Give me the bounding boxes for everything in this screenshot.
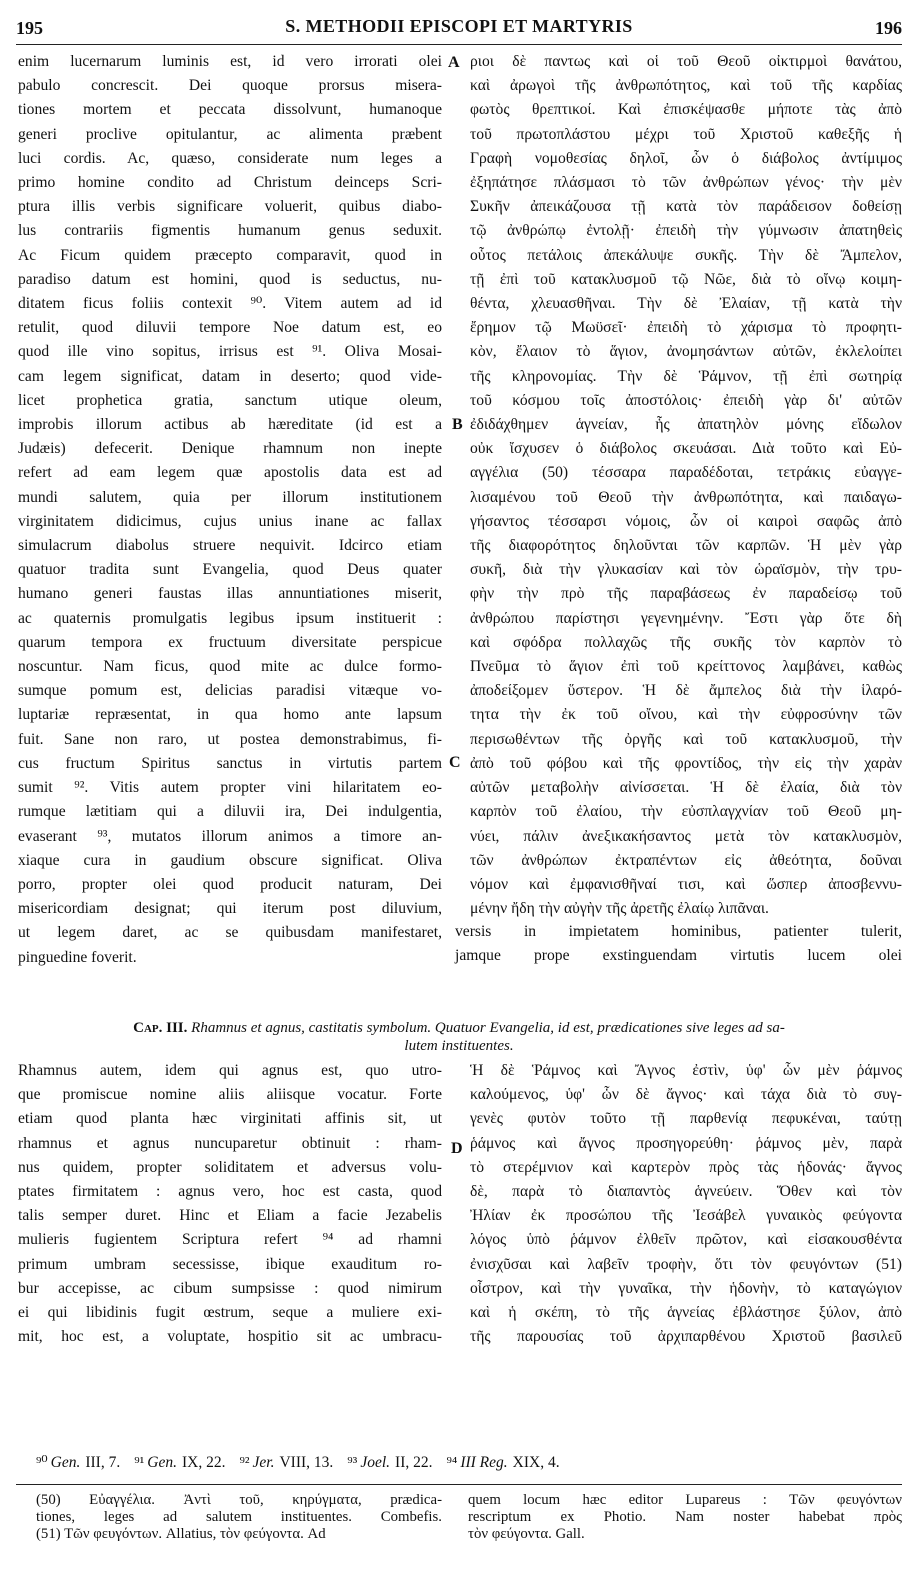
greek-text-line: μένην ἤδη τὴν αὐγὴν τῆς ἀρετῆς ἐλαίῳ λιπᾶναι. — [470, 900, 769, 918]
footnote-location: IX, 22. — [181, 1454, 226, 1471]
greek-text-line: Ἡ δὲ Ῥάμνος καὶ Ἄγνος ἐστὶν, ὑφ' ὧν μὲν ῥάμνος — [470, 1062, 902, 1079]
latin-text-line: ei qui libidinis fugit œstrum, seque a muliere exi- — [18, 1304, 442, 1322]
greek-text-line: φὴν τὴν πρὸ τῆς παραβάσεως ἐν παραδείσῳ τοῦ — [470, 585, 902, 603]
greek-text-line: νόμον καὶ ἐμφανισθῆναί τισι, καὶ ὥσπερ ἀποσβεννυ- — [470, 875, 902, 893]
editor-note-line: τὸν φεύγοντα. Gall. — [468, 1526, 585, 1542]
latin-text-line: luci cordis. Ac, quæso, considerate num leges a — [18, 149, 442, 167]
latin-text-line: noscuntur. Nam ficus, quod mite ac dulce formo- — [18, 658, 442, 676]
greek-text-line: κὸν, ἔλαιον τὸ ἅγιον, ἀνομησάντων αὐτῶν, ἐκλελοίπει — [470, 343, 902, 361]
chapter-label: Cap. III. — [133, 1020, 188, 1036]
footnote-item — [239, 1454, 333, 1471]
latin-text-line: ptates firmitatem : agnus vero, hoc est casta, quod — [18, 1183, 442, 1201]
footnote-location: III, 7. — [85, 1454, 121, 1471]
latin-text-line: sumque pomum est, delicias paradisi vitæque vo- — [18, 682, 442, 700]
latin-text-line: fuit. Sane non raro, ut postea demonstrabimus, fi- — [18, 730, 442, 748]
editor-note-line: rescriptum ex Photio. Nam noster habebat πρὸς — [468, 1509, 902, 1525]
latin-text-line: refert ad eam legem quæ apostolis data est ad — [18, 464, 442, 482]
footnote-location: XIX, 4. — [512, 1454, 560, 1471]
latin-text-line: mulieris fugientem Scriptura refert ⁹⁴ ad rhamni — [18, 1231, 442, 1249]
page-number-left: 195 — [16, 18, 43, 38]
running-header — [16, 14, 902, 40]
latin-text-line: pabulo concrescit. Dei quoque prorsus misera- — [18, 77, 442, 95]
latin-text-line: rhamnus et agnus nuncuparetur obtinuit : rham- — [18, 1134, 442, 1152]
chapter-heading — [16, 1019, 902, 1055]
chapter-title-cont: lutem instituentes. — [404, 1038, 514, 1054]
latin-text-line: tiones mortem et peccata dissolvunt, humanoque — [18, 101, 442, 119]
latin-text-line: bur accepisse, ac cibum sumpsisse : quod nimirum — [18, 1279, 442, 1297]
greek-text-line: τῆς κληρονομίας. Τὴν δὲ Ῥάμνον, τῇ ἐπὶ σωτηρίᾳ — [470, 367, 902, 385]
margin-marker-a: A — [448, 54, 460, 71]
greek-column-top — [470, 50, 902, 921]
latin-text-line: luptariæ repræsentat, in qua homo ante lapsum — [18, 706, 442, 724]
latin-text-line: ditatem ficus foliis contexit ⁹⁰. Vitem autem ad id — [18, 295, 442, 313]
latin-text-line: primum umbram secessisse, ibique exauditum ro- — [18, 1255, 442, 1273]
greek-column-bottom — [470, 1059, 902, 1349]
latin-text-line: virginitatem didicimus, cujus unius inane ac fallax — [18, 512, 442, 530]
footnote-location: VIII, 13. — [279, 1454, 334, 1471]
greek-text-line: ἔρημον τῷ Μωϋσεῖ· ἐπειδὴ τὸ χάρισμα τὸ προφητι- — [470, 319, 902, 337]
editor-note-line: (51) Τῶν φευγόντων. Allatius, τὸν φεύγοντα. Ad — [36, 1526, 326, 1542]
latin-text-line: quarum tempora ex fructuum diversitate perspicue — [18, 633, 442, 651]
footnote-number: ⁹⁰ — [36, 1454, 48, 1471]
editor-notes-left — [36, 1492, 442, 1543]
greek-text-line: νύει, πάλιν ἀνεξικακήσαντος μετὰ τὸν κατακλυσμὸν, — [470, 827, 902, 845]
page-number-right: 196 — [875, 18, 902, 38]
greek-text-line: γήσαντος τέσσαρσι νόμοις, ὧν οἱ καιροὶ σαφῶς ἀπὸ — [470, 512, 902, 530]
greek-text-line: οὐκ ἴσχυσεν ὁ διάβολος σκευάσαι. Διὰ τοῦτο καὶ Εὐ- — [470, 440, 902, 458]
footnote-reference: Gen. — [147, 1454, 177, 1471]
latin-text-line: cam legem significat, datam in deserto; quod vide- — [18, 367, 442, 385]
latin-text-line: enim lucernarum luminis est, id vero irrorati olei — [18, 53, 442, 70]
greek-text-line: ριοι δὲ παντως καὶ οἱ τοῦ Θεοῦ οἰκτιρμοὶ θανάτου, — [470, 53, 902, 70]
greek-text-line: τῇ ἐπὶ τοῦ κατακλυσμοῦ τῷ Νῶε, διὰ τὸ οἴνῳ κοιμη- — [470, 270, 902, 288]
greek-text-line: φωτὸς θρεπτικοί. Καὶ ἐπισκέψασθε μήποτε τὰς ἀπὸ — [470, 101, 902, 119]
chapter-title: Rhamnus et agnus, castitatis symbolum. Quatuor Evangelia, id est, prædicationes sive leges ad sa- — [191, 1020, 785, 1036]
latin-text-line: que promiscue nomine aliis aliisque vocatur. Forte — [18, 1086, 442, 1104]
latin-text-line: pinguedine foverit. — [18, 948, 137, 966]
latin-text-line: mundi salutem, quia per illorum institutionem — [18, 488, 442, 506]
footnote-reference: Joel. — [360, 1454, 391, 1471]
running-title: S. METHODII EPISCOPI ET MARTYRIS — [285, 16, 633, 36]
latin-text-line: mit, hoc est, a voluptate, hospitio sit ac umbracu- — [18, 1328, 442, 1346]
footnote-number: ⁹¹ — [134, 1454, 145, 1471]
greek-text-line: Ἠλίαν ἐκ προσώπου τῆς Ἰεσάβελ γυναικὸς φεύγοντα — [470, 1207, 902, 1225]
latin-text-line: licet prophetica gratia, sanctum utique oleum, — [18, 391, 442, 409]
greek-text-line: τοῦ κόσμου τοῖς ἀποστόλοις· ἐπειδὴ γὰρ δι' αὐτῶν — [470, 391, 902, 409]
greek-text-line: καλούμενος, ὑφ' ὧν δὲ ἄγνος· καὶ τάχα διὰ τὸ συγ- — [470, 1086, 902, 1104]
footnote-item — [347, 1454, 432, 1471]
margin-marker-d: D — [451, 1140, 463, 1157]
latin-continuation — [455, 920, 902, 968]
latin-text-line: cus fructum Spiritus sanctus in virtutis partem — [18, 754, 442, 772]
latin-text-line: rumque lætitiam qui a diluvii ira, Dei indulgentia, — [18, 803, 442, 821]
greek-text-line: συκῆ, διὰ τὴν γλυκασίαν καὶ τὸν ὡραϊσμὸν, τὴν τρυ- — [470, 561, 902, 579]
greek-text-line: τῆς παρουσίας τοῦ ἀρχιπαρθένου Χριστοῦ βασιλεῦ — [470, 1328, 902, 1346]
greek-text-line: τῆς διαφορότητος δηλοῦνται τῶν καρπῶν. Ἡ μὲν γὰρ — [470, 537, 902, 555]
latin-text-line: ptura illis verbis significare voluerit, quibus diabo- — [18, 198, 442, 216]
greek-text-line: περισωθέντων τῆς ὀργῆς καὶ τοῦ κατακλυσμοῦ, τὴν — [470, 730, 902, 748]
latin-text-line: generi proclive opitulantur, ac alimenta præbent — [18, 125, 442, 143]
latin-text-line: retulit, quod diluvii tempore Noe datum est, eo — [18, 319, 442, 337]
latin-text-line: lus contrariis figmentis humanum genus seduxit. — [18, 222, 442, 240]
latin-text-line: etiam quod planta hæc virginitati affinis sit, ut — [18, 1110, 442, 1128]
greek-text-line: ἐδιδάχθημεν ἁγνείαν, ἧς ἀπατηλὸν μόνης εἴδωλον — [470, 416, 902, 434]
footnote-location: II, 22. — [395, 1454, 433, 1471]
latin-text-line: misericordiam designat; qui iterum post diluvium, — [18, 900, 442, 918]
footnote-number: ⁹³ — [347, 1454, 358, 1471]
greek-text-line: αὐτῶν μεταβολὴν αἰνίσσεται. Ἡ δὲ ἐλαία, διὰ τὸν — [470, 779, 902, 797]
editor-note-line: (50) Εὐαγγέλια. Ἀντὶ τοῦ, κηρύγματα, prædica- — [36, 1492, 442, 1508]
greek-text-line: καρπὸν τοῦ ἐλαίου, τὴν εὐσπλαγχνίαν τοῦ Θεοῦ μη- — [470, 803, 902, 821]
greek-text-line: καὶ ἀρωγοὶ τῆς ἀνθρωπότητος, καὶ τοῦ τῆς καρδίας — [470, 77, 902, 95]
footnote-item — [134, 1454, 225, 1471]
greek-text-line: λισαμένου τοῦ Θεοῦ τὴν ἀνθρωπότητα, καὶ παιδαγω- — [470, 488, 902, 506]
greek-text-line: ἀποδείξομεν ὕστερον. Ἡ δὲ ἄμπελος διὰ τὴν ἱλαρό- — [470, 682, 902, 700]
editor-note-line: quem locum hæc editor Lupareus : Τῶν φευγόντων — [468, 1492, 902, 1508]
latin-text-line: quatuor tradita sunt Evangelia, quod Deus quater — [18, 561, 442, 579]
latin-text-line: ac quaternis promulgatis legibus ipsum instituerit : — [18, 609, 442, 627]
greek-text-line: ἀνθρώπου παρίστησι γεγενημένην. Ἔστι γὰρ ὅτε δὴ — [470, 609, 902, 627]
latin-text-line: quod ille vino sopitus, irrisus est ⁹¹. Oliva Mosai- — [18, 343, 442, 361]
latin-text-line: Ac Ficum quidem præcepto comparavit, quod in — [18, 246, 442, 264]
greek-text-line: ἐνισχῦσαι καὶ λαβεῖν τροφὴν, ὅτι τὸν φευγόντων (51) — [470, 1255, 902, 1273]
latin-text-line: porro, propter olei quod producit naturam, Dei — [18, 875, 442, 893]
margin-marker-b: B — [452, 416, 463, 433]
latin-text-line: humano generi faustas illas annuntiationes miserit, — [18, 585, 442, 603]
greek-text-line: Γραφὴ νομοθεσίας δηλοῖ, ὧν ὁ διάβολος ἀντίμιμος — [470, 149, 902, 167]
latin-text-line: simulacrum diabolus struere nequivit. Idcirco etiam — [18, 537, 442, 555]
greek-text-line: Πνεῦμα τὸ ἅγιον ἐπὶ τοῦ κρείττονος λαμβάνει, καθὼς — [470, 658, 902, 676]
latin-text-line: Rhamnus autem, idem qui agnus est, quo utro- — [18, 1062, 442, 1079]
greek-text-line: οἶστρον, καὶ τὴν γυναῖκα, τὴν ἡδονὴν, τὸ καταγώγιον — [470, 1279, 902, 1297]
latin-text-line: xiaque cura in gaudium obscure significat. Oliva — [18, 851, 442, 869]
footnote-item — [447, 1454, 560, 1471]
latin-text-line: talis semper duret. Hinc et Eliam a facie Jezabelis — [18, 1207, 442, 1225]
greek-text-line: οὗτος πετάλοις ἀπεκάλυψε συκῆς. Τὴν δὲ Ἄμπελον, — [470, 246, 902, 264]
latin-text-line: improbis illorum actibus ab hæreditate (id est a — [18, 416, 442, 434]
greek-text-line: γενὲς φυτὸν τοῦτο τῇ παρθενίᾳ πεφυκέναι, ταύτῃ — [470, 1110, 902, 1128]
latin-text-line: primo homine condito ad Christum deinceps Scri- — [18, 174, 442, 192]
greek-text-line: ῥάμνος καὶ ἄγνος προσηγορεύθη· ῥάμνος μὲν, παρὰ — [470, 1134, 902, 1152]
footnote-reference: Gen. — [50, 1454, 81, 1471]
latin-text-line: jamque prope exstinguendam virtutis lucem olei — [455, 947, 902, 965]
latin-text-line: versis in impietatem hominibus, patienter tulerit, — [455, 923, 902, 940]
greek-text-line: καὶ σφόδρα πολλαχῶς τῆς συκῆς τὸν καρπὸν τὸ — [470, 633, 902, 651]
margin-marker-c: C — [449, 754, 461, 771]
greek-text-line: λόγος ὑπὸ ῥάμνον ἐλθεῖν πρῶτον, καὶ εἰσακουσθέντα — [470, 1231, 902, 1249]
latin-text-line: paradiso datum est homini, quod is seductus, nu- — [18, 270, 442, 288]
latin-text-line: Judæis) defecerit. Denique rhamnum non inepte — [18, 440, 442, 458]
greek-text-line: τητα τὴν ἐκ τοῦ οἴνου, καὶ τὴν εὐφροσύνην τῶν — [470, 706, 902, 724]
latin-text-line: ut legem daret, ac se quibusdam manifestaret, — [18, 924, 442, 942]
footnote-number: ⁹⁴ — [446, 1454, 458, 1471]
header-rule — [16, 44, 902, 45]
editor-note-line: tiones, leges ad salutem instituentes. Combefis. — [36, 1509, 442, 1525]
latin-column-top — [18, 50, 442, 970]
latin-text-line: nus quidem, propter soliditatem et adversus volu- — [18, 1158, 442, 1176]
greek-text-line: ἀπὸ τοῦ φόβου καὶ τῆς φροντίδος, τὴν εἰς τὴν χαρὰν — [470, 754, 902, 772]
footnote-reference: Jer. — [252, 1454, 275, 1471]
footnote-reference: III Reg. — [460, 1454, 508, 1471]
footnote-number: ⁹² — [239, 1454, 250, 1471]
greek-text-line: τὸ στερέμνιον καὶ καρτερὸν πρὸς τὰς ἡδονάς· ἄγνος — [470, 1158, 902, 1176]
latin-text-line: evaserant ⁹³, mutatos illorum animos a timore an- — [18, 827, 442, 845]
greek-text-line: θέντα, χλευασθῆναι. Τὴν δὲ Ἐλαίαν, τῇ κατὰ τὴν — [470, 295, 902, 313]
scripture-footnotes — [36, 1453, 574, 1472]
editor-notes-right — [468, 1492, 902, 1543]
latin-text-line: sumit ⁹². Vitis autem propter vini hilaritatem eo- — [18, 779, 442, 797]
greek-text-line: Συκῆν ἀπεικάζουσα τῇ κατὰ τὸν παράδεισον δοθείσῃ — [470, 198, 902, 216]
greek-text-line: ἐξηπάτησε πλάσμασι τὸ τῶν ἀνθρώπων γένος· τὴν μὲν — [470, 174, 902, 192]
footnote-item — [36, 1454, 120, 1471]
notes-rule — [16, 1484, 902, 1485]
greek-text-line: δὲ, παρὰ τὸ διαπαντὸς ἁγνεύειν. Ὅθεν καὶ τὸν — [470, 1183, 902, 1201]
latin-column-bottom — [18, 1059, 442, 1349]
greek-text-line: τῶν ἀνθρώπων ἐκτραπέντων εἰς ἀθεότητα, δοῦναι — [470, 851, 902, 869]
greek-text-line: τῷ ἀνθρώπῳ ἐντολῇ· ἐπειδὴ τὴν γύμνωσιν ἀπατηθεὶς — [470, 222, 902, 240]
greek-text-line: αγγέλια (50) τέσσαρα παραδέδοται, τετράκις εὐαγγε- — [470, 464, 902, 482]
greek-text-line: τοῦ πρωτοπλάστου μέχρι τοῦ Χριστοῦ καθεξῆς ἡ — [470, 125, 902, 143]
greek-text-line: καὶ ἡ σκέπη, τὸ τῆς ἁγνείας ἐβλάστησε ξύλον, ἀπὸ — [470, 1304, 902, 1322]
